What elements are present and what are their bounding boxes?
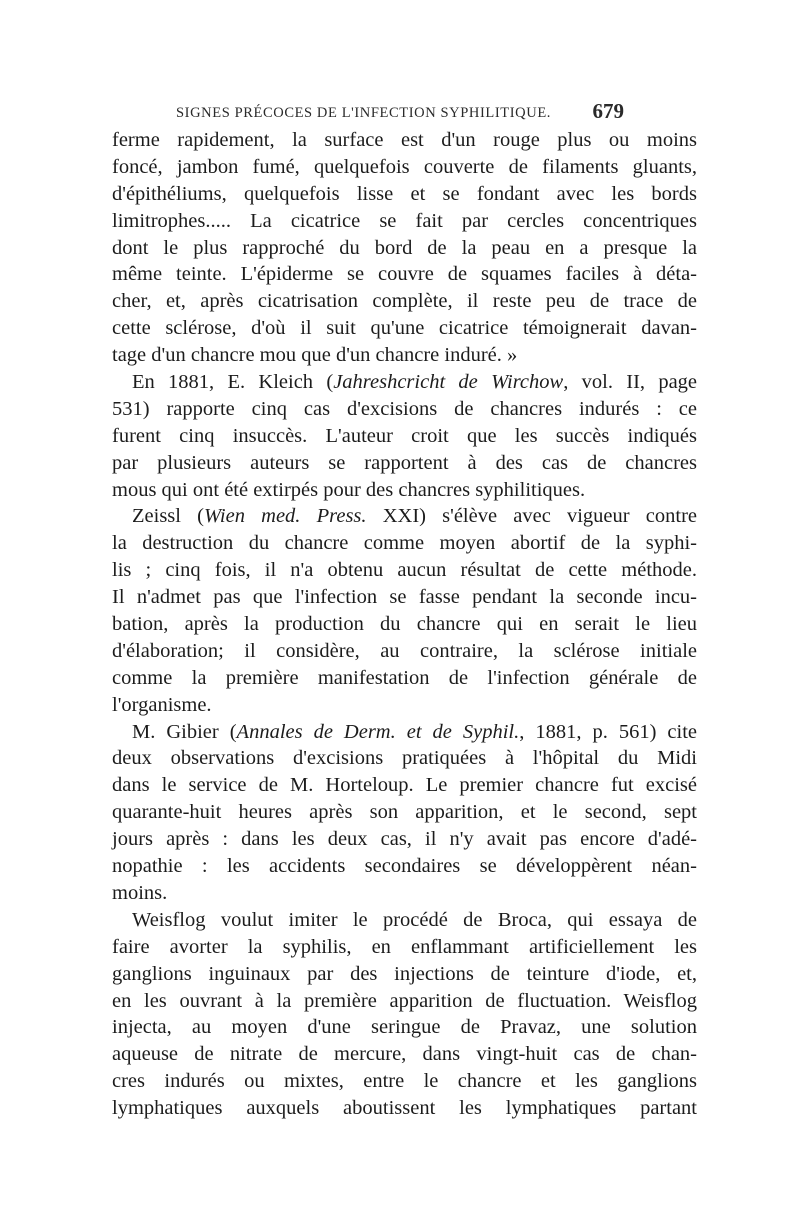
paragraph: [112, 503, 697, 718]
text-line: quarante-huit heures après son apparition, et le second, sept: [112, 801, 697, 824]
running-title: SIGNES PRÉCOCES DE L'INFECTION SYPHILITIQUE.: [176, 105, 552, 121]
text-line: ganglions inguinaux par des injections de teinture d'iode, et,: [112, 962, 697, 985]
text-line: dans le service de M. Horteloup. Le premier chancre fut excisé: [112, 774, 697, 797]
text-line: d'élaboration; il considère, au contraire, la sclérose initiale: [112, 639, 697, 662]
text-line: cres indurés ou mixtes, entre le chancre et les ganglions: [112, 1070, 697, 1093]
text-line: par plusieurs auteurs se rapportent à des cas de chancres: [112, 451, 697, 474]
text-line: [112, 503, 697, 530]
text-line: deux observations d'excisions pratiquées à l'hôpital du Midi: [112, 747, 697, 770]
text-run: Zeissl (: [132, 505, 204, 528]
text-line: lis ; cinq fois, il n'a obtenu aucun résultat de cette méthode.: [112, 559, 697, 582]
citation-title: Annales de Derm. et de Syphil.: [236, 720, 520, 743]
text-line: [112, 719, 697, 746]
text-line: Il n'admet pas que l'infection se fasse pendant la seconde incu-: [112, 586, 697, 609]
text-line: ferme rapidement, la surface est d'un rouge plus ou moins: [112, 129, 697, 151]
text-line: faire avorter la syphilis, en enflammant artificiellement les: [112, 935, 697, 958]
text-line: comme la première manifestation de l'infection générale de: [112, 666, 697, 689]
text-run: XXI) s'élève avec vigueur contre: [366, 505, 697, 528]
citation-title: Jahreshcricht de Wirchow: [333, 371, 564, 394]
text-run: , 1881, p. 561) cite: [519, 720, 697, 743]
text-line: injecta, au moyen d'une seringue de Pravaz, une solution: [112, 1016, 697, 1039]
text-line: la destruction du chancre comme moyen abortif de la syphi-: [112, 532, 697, 555]
text-line: moins.: [112, 881, 168, 904]
text-line: aqueuse de nitrate de mercure, dans vingt-huit cas de chan-: [112, 1043, 697, 1066]
text-line: dont le plus rapproché du bord de la peau en a presque la: [112, 236, 697, 259]
paragraph: [112, 127, 697, 369]
text-line: limitrophes..... La cicatrice se fait par cercles concentriques: [112, 209, 697, 232]
text-run: M. Gibier (: [132, 720, 237, 743]
text-line: furent cinq insuccès. L'auteur croit que les succès indiqués: [112, 424, 697, 447]
text-line: [112, 369, 697, 396]
text-line: cette sclérose, d'où il suit qu'une cicatrice témoignerait davan-: [112, 317, 697, 340]
text-run: En 1881, E. Kleich (: [132, 371, 334, 394]
paragraph: [112, 719, 697, 907]
text-line: l'organisme.: [112, 693, 212, 716]
text-line: d'épithéliums, quelquefois lisse et se fondant avec les bords: [112, 182, 697, 205]
paragraph: [112, 369, 697, 503]
text-line: en les ouvrant à la première apparition de fluctuation. Weisflog: [112, 989, 697, 1012]
text-line: foncé, jambon fumé, quelquefois couverte de filaments gluants,: [112, 155, 697, 178]
running-head: [176, 99, 624, 127]
text-line: même teinte. L'épiderme se couvre de squames faciles à déta-: [112, 263, 697, 286]
text-line: Weisflog voulut imiter le procédé de Broca, qui essaya de: [132, 908, 697, 931]
text-line: nopathie : les accidents secondaires se développèrent néan-: [112, 855, 697, 878]
body-text: [112, 127, 697, 1122]
citation-title: Wien med. Press.: [203, 505, 367, 528]
page-number: 679: [592, 99, 624, 123]
text-line: cher, et, après cicatrisation complète, il reste peu de trace de: [112, 290, 697, 313]
text-line: bation, après la production du chancre qui en serait le lieu: [112, 613, 697, 636]
paragraph: [112, 907, 697, 1122]
text-line: mous qui ont été extirpés pour des chancres syphilitiques.: [112, 478, 586, 501]
text-line: tage d'un chancre mou que d'un chancre induré. »: [112, 344, 518, 367]
text-line: jours après : dans les deux cas, il n'y avait pas encore d'adé-: [112, 828, 697, 851]
text-line: 531) rapporte cinq cas d'excisions de chancres indurés : ce: [112, 397, 697, 420]
text-run: , vol. II, page: [563, 371, 698, 394]
text-line: lymphatiques auxquels aboutissent les lymphatiques partant: [112, 1097, 697, 1120]
